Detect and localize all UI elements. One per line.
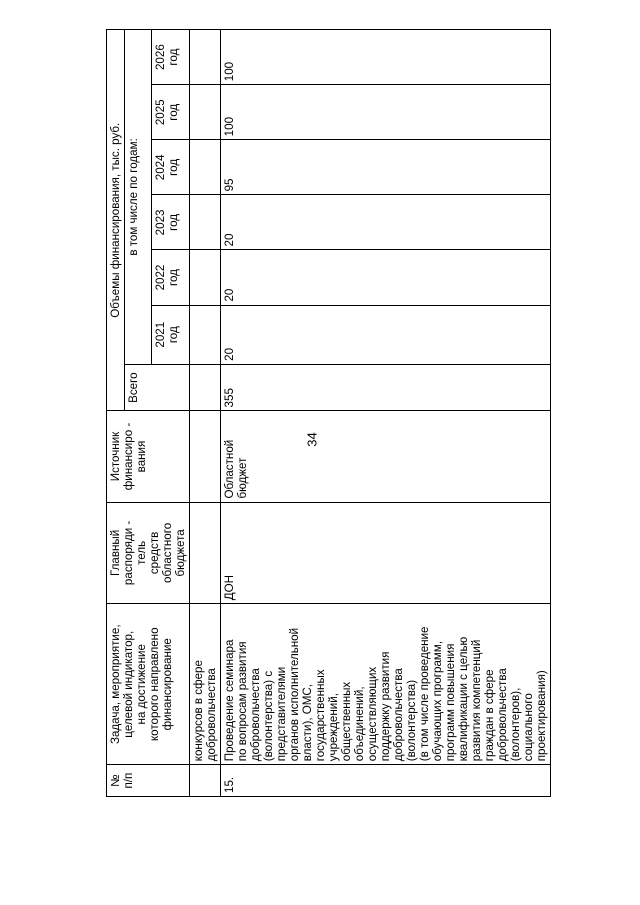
- row-source: [190, 411, 221, 502]
- financing-table: [106, 29, 551, 797]
- row-total: 355: [221, 364, 551, 411]
- row-year-2025: [190, 85, 221, 140]
- row-manager: [190, 502, 221, 604]
- header-by-years: в том числе по годам:: [125, 30, 152, 365]
- page-number: 34: [304, 432, 320, 447]
- row-year-2022: [190, 250, 221, 305]
- header-year-2021: 2021 год: [152, 305, 190, 364]
- header-source: Источник финансиро - вания: [107, 411, 190, 502]
- table-row: [190, 30, 221, 797]
- row-year-2023: 20: [221, 195, 551, 250]
- row-source: Областной бюджет: [221, 411, 551, 502]
- row-year-2023: [190, 195, 221, 250]
- row-year-2022: 20: [221, 250, 551, 305]
- row-year-2025: 100: [221, 85, 551, 140]
- row-manager: ДОН: [221, 502, 551, 604]
- header-volumes: Объемы финансирования, тыс. руб.: [107, 30, 125, 411]
- row-task: конкурсов в сфере добровольчества: [190, 604, 221, 765]
- header-manager: Главный распоряди - тель средств областного бюджета: [107, 502, 190, 604]
- row-year-2026: [190, 30, 221, 85]
- row-year-2021: 20: [221, 305, 551, 364]
- header-year-2024: 2024 год: [152, 140, 190, 195]
- row-year-2024: 95: [221, 140, 551, 195]
- row-year-2021: [190, 305, 221, 364]
- row-year-2026: 100: [221, 30, 551, 85]
- header-year-2025: 2025 год: [152, 85, 190, 140]
- row-total: [190, 364, 221, 411]
- row-num: [190, 765, 221, 797]
- table-row: [221, 30, 551, 797]
- header-total: Всего: [125, 364, 190, 411]
- row-year-2024: [190, 140, 221, 195]
- header-num: № п/п: [107, 765, 190, 797]
- header-task: Задача, мероприятие, целевой индикатор, на достижение которого направлено финансирование: [107, 604, 190, 765]
- row-num: 15.: [221, 765, 551, 797]
- header-year-2023: 2023 год: [152, 195, 190, 250]
- header-year-2026: 2026 год: [152, 30, 190, 85]
- header-year-2022: 2022 год: [152, 250, 190, 305]
- row-task: Проведение семинара по вопросам развития добровольчества (волонтерства) с представителями органов исполнительной власти), ОМС, государственных учреждений, общественных объединений, осуществляющих поддержку развития добровольчества (волонтерства) (в том числе проведение обучающих программ, программ повышения квалификации с целью развития компетенций граждан в сфере добровольчества (волонтеров), социального проектирования): [221, 604, 551, 765]
